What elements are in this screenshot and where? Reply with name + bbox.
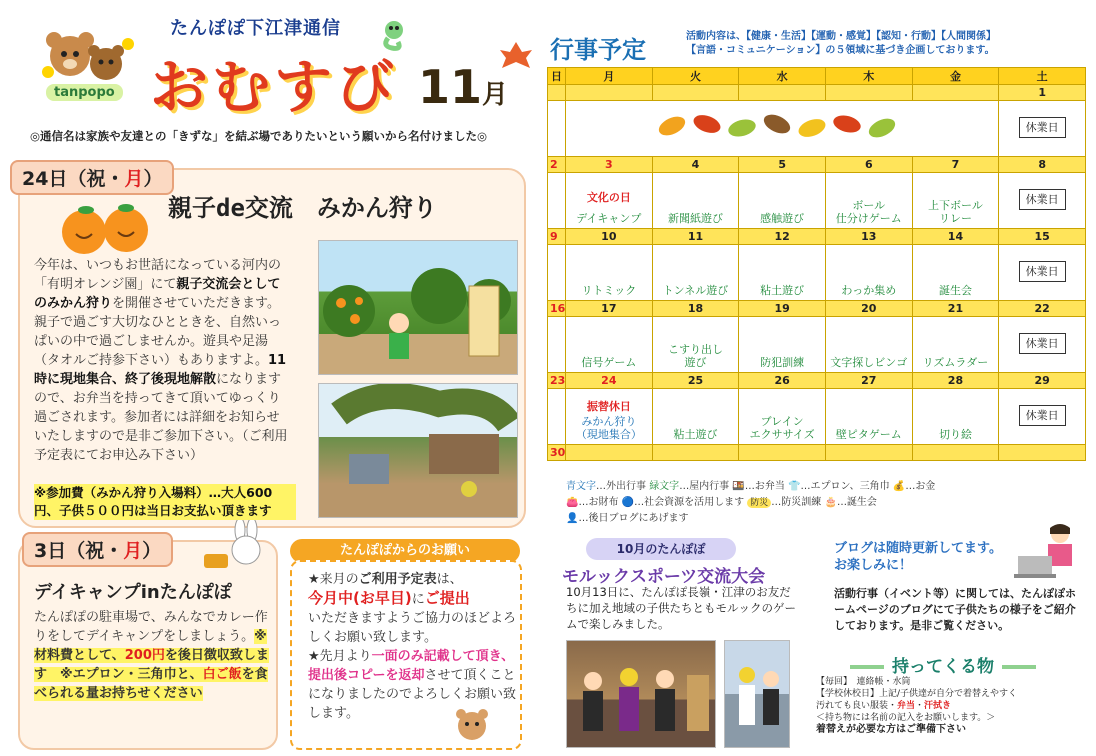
weekday-sat: 土 [999,68,1086,85]
date-cell: 15 [999,229,1086,245]
calendar-date-row [548,445,1086,461]
event-cell: ボール 仕分けゲーム [825,173,912,229]
event-cell: 切り絵 [912,389,999,445]
calendar-event-row [548,317,1086,373]
newsletter-title: おむすび [150,53,399,121]
date-cell [566,445,653,461]
date-cell: 16 [548,301,566,317]
request-text [308,570,516,723]
closed-badge: 休業日 [1019,405,1066,426]
event-cell: 粘土遊び [652,389,739,445]
date-cell: 29 [999,373,1086,389]
date-cell [825,85,912,101]
schedule-title: 行事予定 [550,36,646,64]
event1-p3: になりますので、お弁当を持ってきて頂いてゆっくり過ごされます。参加者には詳細をお知らせいたしますので是非ご参加下さい。（ご利用予定表にてお申込み下さい） [34,372,288,463]
event-cell: ブレイン エクササイズ [739,389,826,445]
date-cell: 10 [566,229,653,245]
blog-text: 活動行事（イベント等）に関しては、たんぽぽホームページのブログにて子供たちの様子をご紹介しております。是非ご覧ください。 [834,587,1076,632]
event-cell [566,389,653,445]
blog-heading-2: お楽しみに！ [834,558,913,573]
date-cell: 13 [825,229,912,245]
legend-bento: …お弁当 [744,481,785,492]
date-cell [548,85,566,101]
legend-apron: …エプロン、三角巾 [800,481,890,492]
event-cell [548,389,566,445]
bring-line-1: 【毎回】 連絡帳・水筒 [816,677,911,687]
month-number: 11 [418,60,483,114]
date-cell: 19 [739,301,826,317]
event1-p2-bold: 11時に現地集合、終了後現地解散 [34,353,287,387]
date-cell: 24 [566,373,653,389]
snake-mascot-icon [378,20,410,58]
bear-icon [452,704,492,748]
calendar-date-row [548,229,1086,245]
apron-icon: 👕 [788,481,801,492]
event-cell [999,317,1086,373]
request-l1: ★来月の [308,572,359,587]
bring-items-title: 持ってくる物 [842,652,1044,677]
holiday-label: 文化の日 [586,191,631,204]
event-cell [548,317,566,373]
date-cell: 14 [912,229,999,245]
date-cell [739,85,826,101]
event-cell: リトミック [566,245,653,301]
event2-p1: たんぽぽの駐車場で、みんなでカレー作りをしてデイキャンプをしましょう。 [34,610,268,644]
event2-title: デイキャンプinたんぽぽ [34,582,232,603]
community-icon: 🔵 [621,497,635,508]
event1-p1-bold: 親子交流会としてのみかん狩り [34,277,281,311]
closed-badge: 休業日 [1019,117,1066,138]
legend-blue-text: 青文字 [566,481,596,492]
date-cell: 21 [912,301,999,317]
calendar-legend [566,479,1086,527]
newsletter-series: たんぽぽ下江津通信 [170,18,341,39]
event1-title: 親子de交流 みかん狩り [168,194,437,222]
event1-description [34,256,292,465]
event-cell: 信号ゲーム [566,317,653,373]
rabbit-cooking-icon [196,520,266,580]
calendar-event-row [548,101,1086,157]
event-cell: 上下ボール リレー [912,173,999,229]
calendar-event-row [548,389,1086,445]
weekday-header-row [548,68,1086,85]
event2-p1-hl: ※材料費として、 [34,629,267,663]
bring-l3c: ・ [915,701,925,711]
holiday-label: 振替休日 [586,400,631,413]
event2-description [34,608,272,703]
event1-date-text: 24日（祝・ [22,168,125,190]
closed-badge: 休業日 [1019,189,1066,210]
event-cell: 文字探しビンゴ [825,317,912,373]
date-cell: 11 [652,229,739,245]
event-cell [999,173,1086,229]
legend-line-2 [566,495,1086,511]
date-cell [566,85,653,101]
closed-badge: 休業日 [1019,261,1066,282]
legend-drill: …防災訓練 [771,497,822,508]
bring-l3a: 汚れても良い服装・ [816,701,898,711]
date-cell: 4 [652,157,739,173]
event-cell: 感触遊び [739,173,826,229]
legend-wallet: …お財布 [578,497,619,508]
date-cell: 7 [912,157,999,173]
blog-heading [834,540,1002,574]
bring-line-2: 【学校休校日】上記/子供達が自分で着替えやすく [816,689,1018,699]
request-l3: いただきますようご協力のほどよろしくお願い致します。 [308,611,517,645]
date-cell: 9 [548,229,566,245]
date-cell: 25 [652,373,739,389]
cake-icon: 🎂 [824,497,837,508]
mikan-grounds-photo [318,383,518,518]
request-l2-b: に [411,592,425,607]
bring-l3b: 弁当 [897,701,916,711]
event-cell [548,173,566,229]
date-cell: 23 [548,373,566,389]
event1-date-mon: 月 [124,168,144,190]
calendar-date-row [548,157,1086,173]
request-l1-c: は、 [436,572,463,587]
date-cell: 30 [548,445,566,461]
bring-l3d: 汗拭き [924,701,952,711]
calendar-date-row [548,373,1086,389]
blog-icon: 👤 [566,513,579,524]
date-cell: 8 [999,157,1086,173]
event1-p1: 今年は、いつもお世話になっている河内の「有明オレンジ園」にて [34,258,282,292]
weekday-wed: 水 [739,68,826,85]
orange-mascot-icon [60,200,150,260]
event-cell: 誕生会 [912,245,999,301]
event1-p2: を開催させていただきます。親子で過ごす大切なひとときを、自然いっぱいの中で過ごしませんか。遊具や足湯（タオルご持参下さい）もありますよ。 [34,296,282,368]
event1-date-close: ） [143,168,163,190]
request-l2-red: 今月中(お早目) [308,589,412,607]
event1-fee: ※参加費（みかん狩り入場料）…大人600円、子供５００円は当日お支払い頂きます [34,484,296,520]
date-cell: 22 [999,301,1086,317]
event-cell: 新聞紙遊び [652,173,739,229]
date-cell: 6 [825,157,912,173]
request-l5: させて頂くことになりましたのでよろしくお願い致します。 [308,668,517,721]
schedule-note [686,30,996,58]
event-cell [566,173,653,229]
event-cell: 防犯訓練 [739,317,826,373]
date-cell: 5 [739,157,826,173]
calendar-date-row [548,85,1086,101]
event2-date-mon: 月 [123,540,143,562]
event-cell: リズムラダー [912,317,999,373]
event-cell: わっか集め [825,245,912,301]
date-cell: 17 [566,301,653,317]
event-cell: トンネル遊び [652,245,739,301]
event2-p3-hl: を食べられる量お持ちせください [34,667,268,701]
date-cell [912,445,999,461]
date-cell: 1 [999,85,1086,101]
date-cell: 12 [739,229,826,245]
leaves-decoration [566,101,999,157]
event-cell [999,389,1086,445]
request-l1-bold: ご利用予定表 [358,572,437,587]
tagline: ◎通信名は家族や友達との「きずな」を結ぶ場でありたいという願いから名付けました◎ [30,129,488,143]
legend-green-text: 緑文字 [649,481,680,492]
legend-community: …社会資源を活用します [634,497,745,508]
prev-month-heading: 10月のたんぽぽ [586,538,736,560]
event-cell [548,245,566,301]
bring-line-3 [816,700,1086,712]
wallet-icon: 👛 [566,497,579,508]
request-l4: ★先月より [308,649,372,664]
event-cell [999,245,1086,301]
month-label [418,60,508,114]
month-unit: 月 [482,80,509,110]
date-cell: 3 [566,157,653,173]
bring-line-5: 着替えが必要な方はご準備下さい [816,724,966,735]
weekday-fri: 金 [912,68,999,85]
event2-date-text: 3日（祝・ [34,540,124,562]
event2-p2-hl: を後日徴収致します ※エプロン・三角巾と、 [34,648,269,682]
prev-month-title: モルックスポーツ交流大会 [562,567,766,587]
event2-p2-red: 白ご飯 [202,667,242,682]
prev-month-text: 10月13日に、たんぽぽ長嶺・江津のお友だちに加え地域の子供たちともモルックのゲームで楽しみました。 [566,585,796,631]
request-l4-pink: 一面のみ記載して頂き、提出後コピーを返却 [308,649,515,683]
calendar-event-row [548,173,1086,229]
weekday-thu: 木 [825,68,912,85]
event-cell [999,101,1086,157]
event-cell: こすり出し 遊び [652,317,739,373]
legend-birthday: …誕生会 [836,497,877,508]
event-calendar [547,67,1086,461]
weekday-sun: 日 [548,68,566,85]
event2-p1-red: 200円 [124,648,165,663]
legend-indoor: …屋内行事 [679,481,730,492]
date-cell: 28 [912,373,999,389]
legend-line-1 [566,479,1086,495]
request-heading: たんぽぽからのお願い [290,539,520,563]
schedule-note-2: 【言語・コミュニケーション】の５領域に基づき企画しております。 [686,45,995,56]
blog-heading-1: ブログは随時更新してます。 [834,541,1002,556]
schedule-note-1: 活動内容は、【健康・生活】【運動・感覚】【認知・行動】【人間関係】 [686,31,996,42]
weekday-mon: 月 [566,68,653,85]
request-l2-red2: ご提出 [424,589,470,607]
event-cell: 壁ピタゲーム [825,389,912,445]
autumn-leaf-icon [498,40,534,74]
calendar-date-row [548,301,1086,317]
event-label: みかん狩り （現地集合） [575,415,642,441]
date-cell [912,85,999,101]
date-cell: 2 [548,157,566,173]
tanpopo-tag: tanpopo [46,84,123,101]
date-cell [652,85,739,101]
molkky-photo-1 [566,640,716,748]
event-cell [548,101,566,157]
event-cell: 粘土遊び [739,245,826,301]
date-cell: 27 [825,373,912,389]
date-cell: 20 [825,301,912,317]
money-icon: 💰 [892,481,906,492]
date-cell [652,445,739,461]
event2-date-close: ） [142,540,162,562]
date-cell: 26 [739,373,826,389]
bring-line-4: ＜持ち物には名前の記入をお願いします。＞ [816,713,996,723]
date-cell [825,445,912,461]
autumn-leaves-icon [652,106,912,146]
weekday-tue: 火 [652,68,739,85]
event2-date [22,532,173,567]
disaster-drill-icon: 防災 [747,498,771,508]
date-cell [739,445,826,461]
laptop-person-icon [1010,520,1086,584]
calendar-event-row [548,245,1086,301]
closed-badge: 休業日 [1019,333,1066,354]
bento-icon: 🍱 [732,481,745,492]
legend-blog: …後日ブログにあげます [578,513,689,524]
legend-line-3 [566,511,1086,527]
date-cell [999,445,1086,461]
mikan-orchard-photo [318,240,518,375]
event-label: デイキャンプ [576,212,642,225]
legend-money: …お金 [905,481,936,492]
bring-items-text [816,676,1086,736]
date-cell: 18 [652,301,739,317]
molkky-photo-2 [724,640,790,748]
event1-date [10,160,174,195]
legend-outing: …外出行事 [596,481,646,492]
